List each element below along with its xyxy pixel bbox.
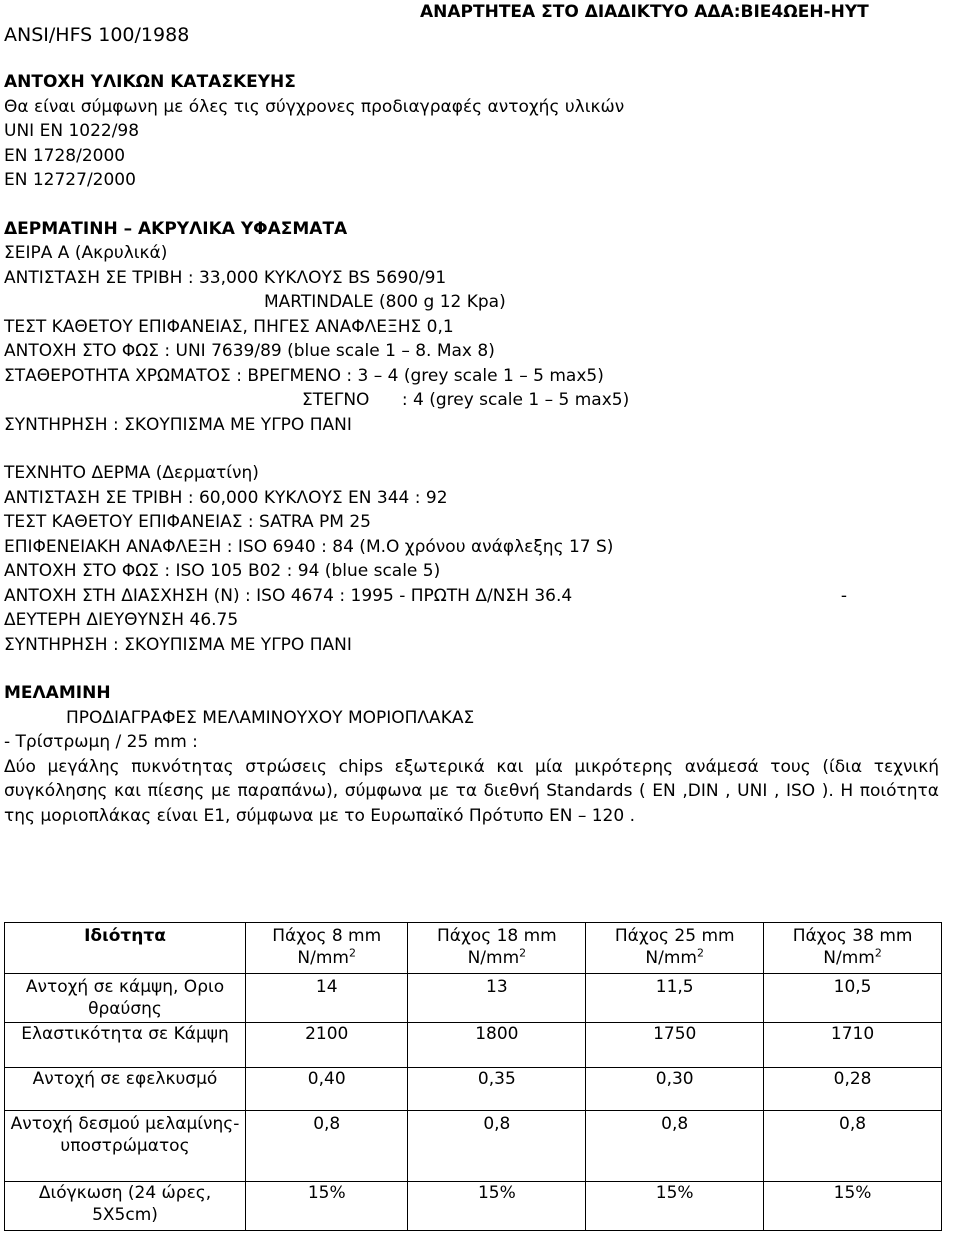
property-cell: Αντοχή σε εφελκυσμό [5, 1068, 246, 1111]
text-line: Θα είναι σύμφωνη με όλες τις σύγχρονες προδιαγραφές αντοχής υλικών [4, 96, 625, 117]
unit-label: N/mm [467, 948, 520, 968]
column-header-thickness [764, 923, 942, 974]
header-label: Πάχος 8 mm [272, 926, 382, 946]
text-line: ΑΝΤΙΣΤΑΣΗ ΣΕ ΤΡΙΒΗ : 60,000 ΚΥΚΛΟΥΣ ΕΝ 344 : 92 [4, 487, 448, 508]
text-line: ΕΠΙΦΕΝΕΙΑΚΗ ΑΝΑΦΛΕΞΗ : ISO 6940 : 84 (Μ.Ο χρόνου ανάφλεξης 17 S) [4, 536, 614, 557]
text-line: ΤΕΣΤ ΚΑΘΕΤΟΥ ΕΠΙΦΑΝΕΙΑΣ : SATRA PM 25 [4, 512, 371, 532]
text-line: ΠΡΟΔΙΑΓΡΑΦΕΣ ΜΕΛΑΜΙΝΟΥΧΟΥ ΜΟΡΙΟΠΛΑΚΑΣ [66, 707, 475, 728]
publication-stamp: ΑΝΑΡΤΗΤΕΑ ΣΤΟ ΔΙΑΔΙΚΤΥΟ ΑΔΑ:ΒΙΕ4ΩΕΗ-ΗΥΤ [420, 2, 869, 22]
value-cell: 0,28 [764, 1068, 942, 1111]
text-fragment: ΑΝΤΟΧΗ ΣΤΗ ΔΙΑΣΧΗΣΗ (Ν) : ISO 4674 : 1995 - ΠΡΩΤΗ Δ/ΝΣΗ 36.4 [4, 585, 573, 606]
unit-exponent: 2 [519, 946, 527, 960]
text-line: ΣΕΙΡΑ Α (Ακρυλικά) [4, 243, 168, 263]
properties-table [4, 922, 942, 1231]
text-line: ΣΤΕΓΝΟ : 4 (grey scale 1 – 5 max5) [302, 390, 630, 410]
text-line [4, 584, 939, 609]
property-cell: Αντοχή δεσμού μελαμίνης- υποστρώματος [5, 1111, 246, 1182]
table-row [5, 1111, 942, 1182]
section-title-synthetic-leather: ΤΕΧΝΗΤΟ ΔΕΡΜΑ (Δερματίνη) [4, 463, 259, 483]
property-cell: Αντοχή σε κάμψη, Οριο θραύσης [5, 974, 246, 1023]
header-label: Πάχος 25 mm [614, 926, 735, 946]
value-cell: 2100 [246, 1023, 408, 1068]
value-cell: 14 [246, 974, 408, 1023]
column-header-property: Ιδιότητα [5, 923, 246, 974]
value-cell: 1800 [408, 1023, 586, 1068]
section-title-leatherette-fabrics: ΔΕΡΜΑΤΙΝΗ – ΑΚΡΥΛΙΚΑ ΥΦΑΣΜΑΤΑ [4, 218, 348, 239]
text-line: ΤΕΣΤ ΚΑΘΕΤΟΥ ΕΠΙΦΑΝΕΙΑΣ, ΠΗΓΕΣ ΑΝΑΦΛΕΞΗΣ 0,1 [4, 316, 454, 337]
value-cell: 11,5 [586, 974, 764, 1023]
value-cell: 0,35 [408, 1068, 586, 1111]
unit-exponent: 2 [349, 946, 356, 960]
text-line: ΣΥΝΤΗΡΗΣΗ : ΣΚΟΥΠΙΣΜΑ ΜΕ ΥΓΡΟ ΠΑΝΙ [4, 634, 352, 655]
value-cell: 0,8 [764, 1111, 942, 1182]
header-label: Πάχος 18 mm [436, 926, 557, 946]
section-title-melamine: ΜΕΛΑΜΙΝΗ [4, 683, 111, 703]
text-line: - Τρίστρωμη / 25 mm : [4, 732, 198, 752]
table-row [5, 1068, 942, 1111]
text-line: EN 1728/2000 [4, 145, 126, 166]
column-header-thickness [586, 923, 764, 974]
text-line: ΑΝΤΟΧΗ ΣΤΟ ΦΩΣ : ISO 105 B02 : 94 (blue scale 5) [4, 561, 441, 581]
text-line: ΣΥΝΤΗΡΗΣΗ : ΣΚΟΥΠΙΣΜΑ ΜΕ ΥΓΡΟ ΠΑΝΙ [4, 414, 352, 435]
text-fragment: - [840, 585, 847, 606]
section-title-material-strength: ΑΝΤΟΧΗ ΥΛΙΚΩΝ ΚΑΤΑΣΚΕΥΗΣ [4, 72, 296, 92]
column-header-thickness [246, 923, 408, 974]
document-body [4, 70, 939, 828]
table-header-row [5, 923, 942, 974]
value-cell: 1750 [586, 1023, 764, 1068]
text-line: ΣΤΑΘΕΡΟΤΗΤΑ ΧΡΩΜΑΤΟΣ : ΒΡΕΓΜΕΝΟ : 3 – 4 (grey scale 1 – 5 max5) [4, 365, 604, 386]
value-cell: 0,8 [408, 1111, 586, 1182]
unit-label: N/mm [645, 948, 697, 968]
unit-label: N/mm [297, 948, 349, 968]
unit-exponent: 2 [696, 946, 704, 960]
text-line: ΑΝΤΙΣΤΑΣΗ ΣΕ ΤΡΙΒΗ : 33,000 ΚΥΚΛΟΥΣ BS 5690/91 [4, 267, 447, 288]
column-header-thickness [408, 923, 586, 974]
melamine-paragraph: Δύο μεγάλης πυκνότητας στρώσεις chips εξωτερικά και μία μικρότερης ανάμεσά τους (ίδια τεχνική συγκόλησης και πίεσης με παραπάνω), σύμφωνα με τα διεθνή Standards ( EN ,DIN , UNI , ISO ). Η ποιότητα της μοριοπλάκας είναι E1, σύμφωνα με το Ευρωπαϊκό Πρότυπο EN – 120 . [4, 756, 939, 826]
table-row [5, 1182, 942, 1231]
value-cell: 0,40 [246, 1068, 408, 1111]
text-line: MARTINDALE (800 g 12 Kpa) [264, 292, 506, 312]
value-cell: 1710 [764, 1023, 942, 1068]
text-line: UNI EN 1022/98 [4, 121, 140, 141]
value-cell: 0,8 [246, 1111, 408, 1182]
value-cell: 15% [408, 1182, 586, 1231]
unit-exponent: 2 [874, 946, 882, 960]
header-label: Πάχος 38 mm [792, 926, 913, 946]
value-cell: 10,5 [764, 974, 942, 1023]
property-cell: Διόγκωση (24 ώρες, 5X5cm) [5, 1182, 246, 1231]
text-line: ΑΝΤΟΧΗ ΣΤΟ ΦΩΣ : UNI 7639/89 (blue scale 1 – 8. Max 8) [4, 341, 495, 361]
value-cell: 15% [764, 1182, 942, 1231]
table-row [5, 974, 942, 1023]
value-cell: 15% [246, 1182, 408, 1231]
property-cell: Ελαστικότητα σε Κάμψη [5, 1023, 246, 1068]
table-row [5, 1023, 942, 1068]
doc-standard-ref: ANSI/HFS 100/1988 [4, 24, 190, 46]
text-line: ΔΕΥΤΕΡΗ ΔΙΕΥΘΥΝΣΗ 46.75 [4, 610, 239, 630]
value-cell: 0,8 [586, 1111, 764, 1182]
text-line: EN 12727/2000 [4, 170, 136, 190]
value-cell: 0,30 [586, 1068, 764, 1111]
unit-label: N/mm [823, 948, 875, 968]
value-cell: 15% [586, 1182, 764, 1231]
value-cell: 13 [408, 974, 586, 1023]
